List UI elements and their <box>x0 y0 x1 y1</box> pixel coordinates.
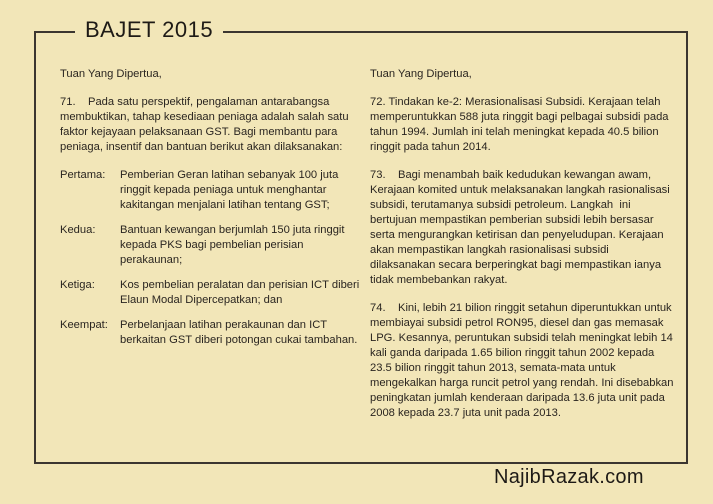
list-item-label: Pertama: <box>60 169 106 181</box>
list-item-label: Keempat: <box>60 319 108 331</box>
list-item-label: Kedua: <box>60 224 96 236</box>
right-greeting: Tuan Yang Dipertua, <box>370 68 472 80</box>
document-title: BAJET 2015 <box>75 17 223 43</box>
list-item-text: Bantuan kewangan berjumlah 150 juta ringgit kepada PKS bagi pembelian perisian perakaunan; <box>120 224 345 266</box>
paragraph-73: 73. Bagi menambah baik kedudukan kewangan awam, Kerajaan komited untuk melaksanakan langkah rasionalisasi subsidi, terutamanya subsidi petroleum. Langkah ini bertujuan mempastikan pemberian subsidi lebih bersasar serta mengurangkan ketirisan dan penyeludupan. Kerajaan akan mempastikan langkah rasionalisasi subsidi dilaksanakan secara berperingkat bagi mempastikan ianya tidak membebankan rakyat. <box>370 169 673 286</box>
list-item <box>60 223 360 268</box>
paragraph-74: 74. Kini, lebih 21 bilion ringgit setahun diperuntukkan untuk membiayai subsidi petrol RON95, diesel dan gas memasak LPG. Kesannya, peruntukan subsidi telah meningkat lebih 14 kali ganda daripada 1.65 bilion ringgit tahun 2002 kepada 23.5 bilion ringgit tahun 2013, semata-mata untuk mengekalkan harga runcit petrol yang rendah. Ini disebabkan peningkatan jumlah kenderaan daripada 13.6 juta unit pada 2008 kepada 23.7 juta unit pada 2013. <box>370 302 677 419</box>
site-watermark: NajibRazak.com <box>494 466 689 492</box>
paragraph-71: 71. Pada satu perspektif, pengalaman antarabangsa membuktikan, tahap kesediaan peniaga adalah salah satu faktor kejayaan pelaksanaan GST. Bagi membantu para peniaga, insentif dan bantuan berikut akan dilaksanakan: <box>60 96 352 153</box>
right-column <box>370 67 675 434</box>
list-item <box>60 168 360 213</box>
left-column <box>60 67 360 358</box>
list-item <box>60 318 360 348</box>
list-item-label: Ketiga: <box>60 279 95 291</box>
list-item-text: Perbelanjaan latihan perakaunan dan ICT berkaitan GST diberi potongan cukai tambahan. <box>120 319 358 346</box>
list-item <box>60 278 360 308</box>
list-item-text: Pemberian Geran latihan sebanyak 100 juta ringgit kepada peniaga untuk menghantar kakitangan menjalani latihan tentang GST; <box>120 169 339 211</box>
left-greeting: Tuan Yang Dipertua, <box>60 68 162 80</box>
list-item-text: Kos pembelian peralatan dan perisian ICT diberi Elaun Modal Dipercepatkan; dan <box>120 279 360 306</box>
paragraph-72: 72. Tindakan ke-2: Merasionalisasi Subsidi. Kerajaan telah memperuntukkan 588 juta ringgit bagi pelbagai subsidi pada tahun 1994. Jumlah ini telah meningkat kepada 40.5 bilion ringgit pada tahun 2014. <box>370 96 669 153</box>
